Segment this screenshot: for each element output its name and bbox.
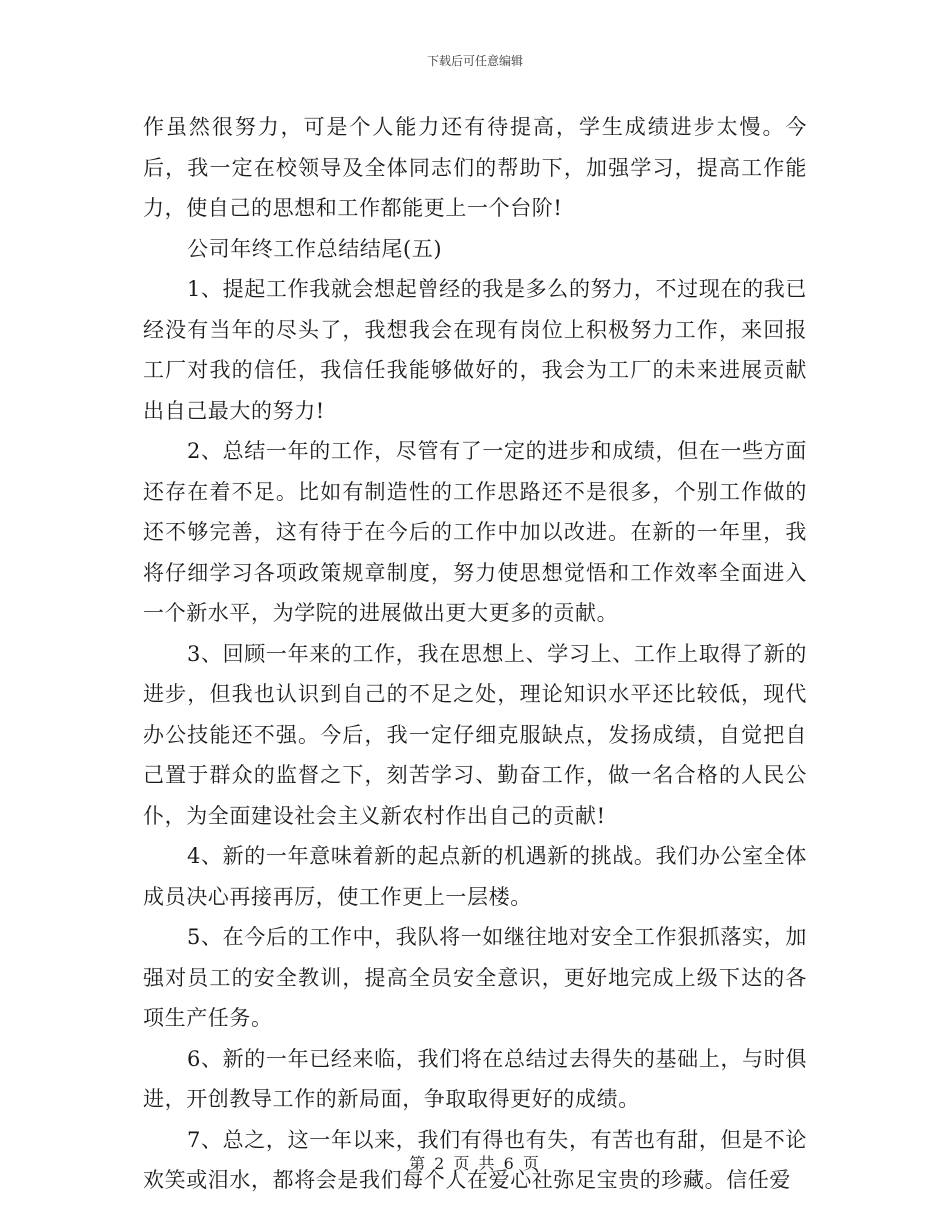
paragraph-item-3: 3、回顾一年来的工作，我在思想上、学习上、工作上取得了新的进步，但我也认识到自己的不足之处，理论知识水平还比较低，现代办公技能还不强。今后，我一定仔细克服缺点，发扬成绩，自觉把自己置于群众的监督之下，刻苦学习、勤奋工作，做一名合格的人民公仆，为全面建设社会主义新农村作出自己的贡献!	[143, 641, 807, 828]
paragraph-item-2: 2、总结一年的工作，尽管有了一定的进步和成绩，但在一些方面还存在着不足。比如有制造性的工作思路还不是很多，个别工作做的还不够完善，这有待于在今后的工作中加以改进。在新的一年里，我将仔细学习各项政策规章制度，努力使思想觉悟和工作效率全面进入一个新水平，为学院的进展做出更大更多的贡献。	[143, 439, 807, 625]
paragraph-continuation: 作虽然很努力，可是个人能力还有待提高，学生成绩进步太慢。今后，我一定在校领导及全体同志们的帮助下，加强学习，提高工作能力，使自己的思想和工作都能更上一个台阶!	[143, 115, 807, 220]
paragraph-item-6: 6、新的一年已经来临，我们将在总结过去得失的基础上，与时俱进，开创教导工作的新局面，争取取得更好的成绩。	[143, 1046, 807, 1111]
paragraph-item-5: 5、在今后的工作中，我队将一如继往地对安全工作狠抓落实，加强对员工的安全教训，提高全员安全意识，更好地完成上级下达的各项生产任务。	[143, 925, 807, 1030]
paragraph-item-1: 1、提起工作我就会想起曾经的我是多么的努力，不过现在的我已经没有当年的尽头了，我想我会在现有岗位上积极努力工作，来回报工厂对我的信任，我信任我能够做好的，我会为工厂的未来进展贡献出自己最大的努力!	[143, 277, 807, 423]
section-heading: 公司年终工作总结结尾(五)	[187, 236, 443, 261]
paragraph-item-7: 7、总之，这一年以来，我们有得也有失，有苦也有甜，但是不论欢笑或泪水，都将会是我们每个人在爱心社弥足宝贵的珍藏。信任爱	[143, 1127, 807, 1192]
document-body	[143, 107, 807, 1201]
page-number-footer: 第 2 页 共 6 页	[409, 1154, 541, 1173]
paragraph-item-4: 4、新的一年意味着新的起点新的机遇新的挑战。我们办公室全体成员决心再接再厉，使工作更上一层楼。	[143, 844, 807, 909]
page-header: 下载后可任意编辑	[426, 54, 523, 68]
